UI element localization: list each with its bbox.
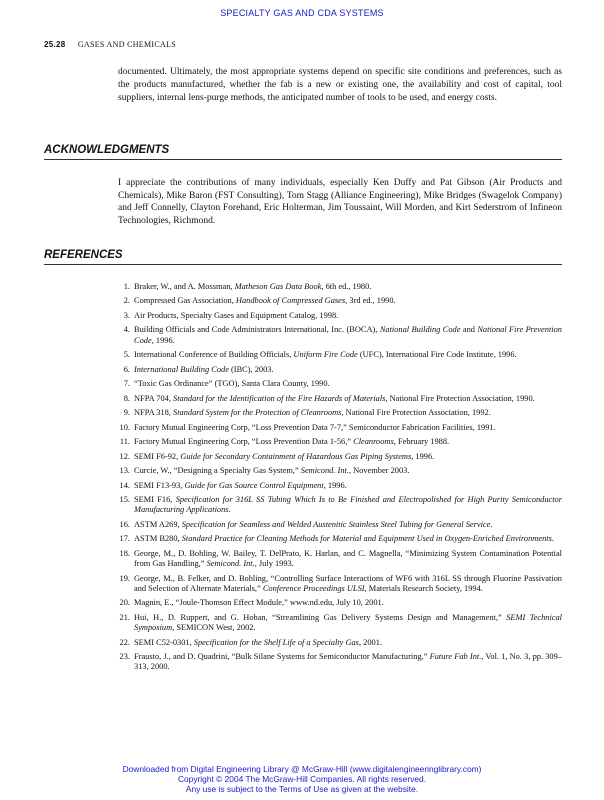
reference-title: National Building Code — [379, 325, 461, 335]
reference-number: 17. — [119, 534, 130, 544]
reference-text: “Toxic Gas Ordinance” (TGO), Santa Clara County, 1990. — [134, 379, 330, 389]
reference-title: Standard for the Identification of the Fire Hazards of Materials — [173, 393, 386, 403]
reference-text: ASTM B280, — [134, 534, 182, 544]
reference-item — [104, 574, 562, 595]
reference-item — [104, 437, 562, 447]
acknowledgments-heading: ACKNOWLEDGMENTS — [44, 144, 562, 160]
reference-text: Factory Mutual Engineering Corp, “Loss Prevention Data 1-56,” — [134, 437, 354, 447]
reference-text: Braker, W., and A. Mossman, — [134, 282, 235, 291]
reference-item — [104, 466, 562, 476]
reference-title: Future Fab Int. — [429, 652, 482, 662]
reference-number: 11. — [119, 437, 130, 447]
reference-list — [104, 282, 562, 677]
reference-text: SEMI F6-92, — [134, 451, 181, 461]
reference-text-tail: . — [228, 505, 231, 515]
reference-text: Air Products, Specialty Gases and Equipment Catalog, 1998. — [134, 310, 339, 320]
reference-number: 8. — [123, 393, 130, 403]
reference-item — [104, 296, 562, 306]
reference-text-tail: , National Fire Protection Association, 1992. — [341, 408, 491, 418]
reference-text-tail: , February 1988. — [393, 437, 450, 447]
references-heading: REFERENCES — [44, 249, 562, 265]
reference-title: Uniform Fire Code — [293, 350, 358, 360]
reference-item — [104, 613, 562, 634]
reference-text: NFPA 318, — [134, 408, 174, 418]
reference-text-tail: . — [490, 519, 493, 529]
reference-title: SEMI Technical Symposium — [134, 612, 563, 633]
reference-title: Specification for Seamless and Welded Austenitic Stainless Steel Tubing for General Service — [181, 519, 491, 529]
reference-title: Specification for 316L SS Tubing Which Is to Be Finished and Electropolished for High Purity Semiconductor Manufacturing Applications — [134, 495, 563, 515]
reference-text: Hui, H., D. Ruppert, and G. Hoban, “Streamlining Gas Delivery Systems Design and Management,” — [134, 612, 507, 622]
reference-text-tail: , 1996. — [411, 451, 435, 461]
reference-text-tail: , National Fire Protection Association, 1990. — [385, 393, 535, 403]
reference-number: 9. — [123, 408, 130, 418]
reference-text: NFPA 704, — [134, 393, 174, 403]
reference-number: 5. — [123, 350, 130, 360]
reference-item — [104, 423, 562, 433]
reference-number: 7. — [123, 379, 130, 389]
reference-item — [104, 394, 562, 404]
reference-title: Semicond. Int. — [206, 559, 255, 569]
reference-text-tail: , SEMICON West, 2002. — [172, 623, 256, 633]
chapter-banner: SPECIALTY GAS AND CDA SYSTEMS — [220, 8, 384, 18]
reference-text: SEMI F16, — [134, 495, 176, 505]
reference-text: SEMI C52-0301, — [134, 637, 194, 647]
reference-text: George, M., B. Felker, and D. Bohling, “Controlling Surface Interactions of WF6 with 316L SS through Fluorine Passivation and Selection of Alternate Materials,” — [134, 573, 562, 593]
reference-item — [104, 652, 562, 673]
reference-text: Building Officials and Code Administrators International, Inc. (BOCA), — [134, 325, 380, 335]
page-number: 25.28 — [44, 40, 66, 49]
reference-number: 19. — [119, 573, 130, 583]
reference-title: International Building Code — [134, 364, 229, 374]
reference-number: 1. — [123, 282, 130, 291]
reference-item — [104, 365, 562, 375]
reference-number: 12. — [119, 451, 130, 461]
reference-title: Cleanrooms — [353, 437, 394, 447]
footer-terms-line: Any use is subject to the Terms of Use as given at the website. — [185, 784, 419, 794]
reference-number: 22. — [119, 637, 130, 647]
reference-text-tail-2: , 1996. — [151, 335, 175, 345]
reference-item — [104, 452, 562, 462]
reference-title: Standard Practice for Cleaning Methods for Material and Equipment Used in Oxygen-Enriched Environments — [181, 534, 552, 544]
reference-text-tail: , 3rd ed., 1990. — [345, 296, 396, 306]
reference-text: ASTM A269, — [134, 519, 182, 529]
reference-title: Handbook of Compressed Gases — [235, 296, 346, 306]
reference-number: 3. — [123, 310, 130, 320]
reference-number: 6. — [123, 364, 130, 374]
reference-item — [104, 534, 562, 544]
reference-title-2: National Fire Prevention Code — [134, 325, 562, 345]
reference-item — [104, 408, 562, 418]
reference-title: Matheson Gas Data Book — [234, 282, 322, 291]
reference-text-tail: (IBC), 2003. — [228, 364, 274, 374]
footer — [0, 764, 604, 794]
footer-download-line[interactable]: Downloaded from Digital Engineering Library @ McGraw-Hill (www.digitalengineeringlibrary.com) — [122, 764, 482, 774]
reference-item — [104, 282, 562, 292]
reference-text: Factory Mutual Engineering Corp, “Loss Prevention Data 7-7,” Semiconductor Fabrication Facilities, 1991. — [134, 422, 496, 432]
chapter-title: GASES AND CHEMICALS — [77, 40, 177, 49]
reference-text-tail: , 6th ed., 1980. — [321, 282, 372, 291]
reference-text-tail: , 2001. — [358, 637, 382, 647]
reference-number: 14. — [119, 480, 130, 490]
reference-text: Magnin, E., “Joule-Thomson Effect Module,” www.nd.edu, July 10, 2001. — [134, 598, 384, 608]
reference-number: 16. — [119, 519, 130, 529]
reference-item — [104, 379, 562, 389]
reference-item — [104, 481, 562, 491]
reference-item — [104, 598, 562, 608]
reference-item — [104, 325, 562, 346]
reference-text-tail: . — [551, 534, 554, 544]
reference-text-tail: , July 1993. — [254, 559, 294, 569]
reference-text: George, M., D. Bohling, W. Bailey, T. DelPrato, K. Harlan, and C. Magnella, “Minimizing System Contamination Potential from Gas Handling,” — [134, 548, 562, 569]
intro-paragraph: documented. Ultimately, the most appropriate systems depend on specific site conditions and preferences, such as the products manufactured, whether the fab is a new or existing one, the availability and cost of capital, tool suppliers, internal lens-purge methods, the anticipated number of tools to be used, and energy costs. — [118, 67, 562, 103]
reference-item — [104, 638, 562, 648]
reference-text-tail: , Vol. 1, No. 3, pp. 309–313, 2000. — [134, 652, 562, 672]
acknowledgments-paragraph: I appreciate the contributions of many individuals, especially Ken Duffy and Pat Gibson (Air Products and Chemicals), Mike Baron (FST Consulting), Tom Stagg (Alliance Engineering), Mike Bridges (Swagelok Company) and Jeff Connelly, Clayton Forehand, Eric Holterman, Jim Toussaint, Will Morden, and Kirt Sederstrom of Infineon Technologies, Richmond. — [118, 178, 562, 226]
reference-item — [104, 520, 562, 530]
reference-text-tail: and — [460, 325, 478, 335]
reference-title: Standard System for the Protection of Cleanrooms — [173, 408, 342, 418]
reference-text-tail: , 1996. — [323, 480, 347, 490]
reference-text-tail: , November 2003. — [348, 466, 410, 476]
reference-text: Compressed Gas Association, — [134, 296, 236, 306]
reference-text-tail: (UFC), International Fire Code Institute, 1996. — [357, 350, 517, 360]
reference-number: 18. — [119, 548, 130, 558]
reference-title: Guide for Gas Source Control Equipment — [184, 480, 324, 490]
reference-item — [104, 350, 562, 360]
reference-title: Conference Proceedings ULSI — [262, 583, 365, 593]
reference-number: 15. — [119, 495, 130, 505]
reference-item — [104, 495, 562, 516]
reference-number: 4. — [123, 325, 130, 335]
reference-number: 13. — [119, 466, 130, 476]
reference-number: 23. — [119, 652, 130, 662]
reference-title: Specification for the Shelf Life of a Specialty Gas — [193, 637, 359, 647]
reference-number: 21. — [119, 612, 130, 622]
reference-item — [104, 311, 562, 321]
reference-text: Frausto, J., and D. Quadrini, “Bulk Silane Systems for Semiconductor Manufacturing,” — [134, 652, 430, 662]
running-head — [44, 40, 176, 49]
reference-text: Curcie, W., “Designing a Specialty Gas System,” — [134, 466, 301, 476]
reference-text: International Conference of Building Officials, — [134, 350, 294, 360]
reference-number: 2. — [123, 296, 130, 306]
footer-copyright-line: Copyright © 2004 The McGraw-Hill Companies. All rights reserved. — [177, 774, 427, 784]
reference-text-tail: , Materials Research Society, 1994. — [364, 583, 483, 593]
reference-title: Semicond. Int. — [300, 466, 349, 476]
reference-number: 10. — [119, 422, 130, 432]
reference-title: Guide for Secondary Containment of Hazardous Gas Piping Systems — [180, 451, 412, 461]
reference-number: 20. — [119, 598, 130, 608]
reference-item — [104, 549, 562, 570]
reference-text: SEMI F13-93, — [134, 480, 185, 490]
